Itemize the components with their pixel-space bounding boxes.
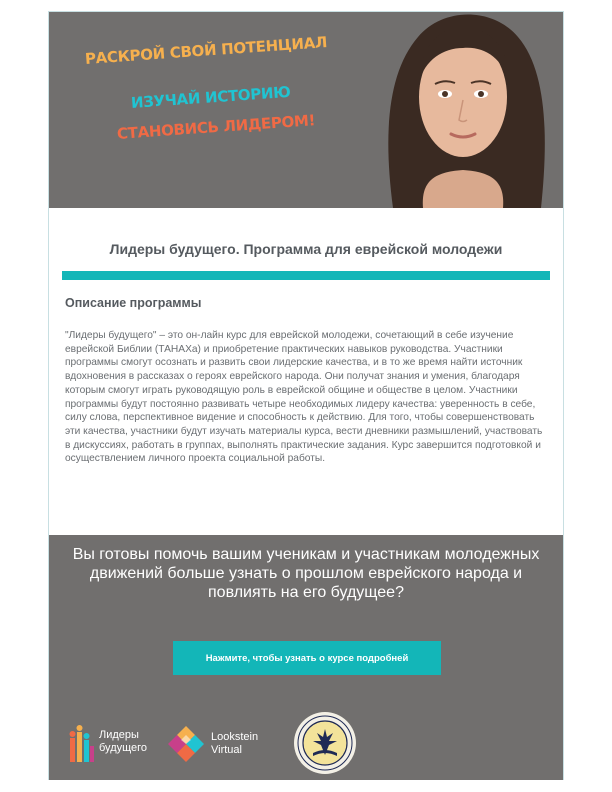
accent-divider bbox=[62, 271, 550, 280]
hero-tagline-1: РАСКРОЙ СВОЙ ПОТЕНЦИАЛ bbox=[84, 33, 328, 68]
institution-seal-icon[interactable] bbox=[293, 711, 357, 775]
page bbox=[48, 11, 564, 780]
portrait-photo bbox=[363, 12, 563, 208]
lookstein-logo-line2: Virtual bbox=[211, 744, 242, 756]
lookstein-logo-line1: Lookstein bbox=[211, 731, 259, 743]
section-title: Описание программы bbox=[65, 296, 202, 310]
lookstein-mosaic-icon bbox=[167, 725, 205, 763]
hero-tagline-3: СТАНОВИСЬ ЛИДЕРОМ! bbox=[116, 111, 316, 143]
leaders-figures-icon bbox=[69, 722, 95, 762]
program-title: Лидеры будущего. Программа для еврейской молодежи bbox=[109, 241, 503, 257]
leaders-logo-line2: будущего bbox=[99, 742, 148, 754]
hero-banner bbox=[49, 12, 563, 208]
leaders-logo[interactable] bbox=[69, 719, 147, 765]
cta-question: Вы готовы помочь вашим ученикам и участникам молодежных движений больше узнать о прошлом еврейского народа и повлиять на его будущее? bbox=[72, 546, 540, 601]
leaders-logo-line1: Лидеры bbox=[99, 729, 139, 741]
cta-section bbox=[49, 535, 563, 780]
lookstein-logo[interactable] bbox=[167, 721, 258, 767]
program-description: "Лидеры будущего" – это он-лайн курс для еврейской молодежи, сочетающий в себе изучение еврейской Библии (ТАНАХа) и приобретение практических навыков руководства. Участники программы смогут осознать и развить свои лидерские качества, и в то же время найти источник вдохновения в рассказах о героях еврейского народа. Они получат знания и умения, благодаря которым смогут играть руководящую роль в еврейской общине и обществе в целом. Участники программы будут постоянно развивать четыре необходимых лидеру качества: уверенность в себе, силу слова, перспективное видение и способность к действию. Для того, чтобы совершенствовать эти качества, участники будут изучать материалы курса, вести дневники размышлений, участвовать в дискуссиях, работать в группах, выполнять практические задания. Курс завершится подготовкой и осуществлением личного проекта социальной работы. bbox=[65, 330, 543, 465]
hero-tagline-2: ИЗУЧАЙ ИСТОРИЮ bbox=[130, 82, 292, 112]
learn-more-button[interactable]: Нажмите, чтобы узнать о курсе подробней bbox=[173, 641, 441, 675]
